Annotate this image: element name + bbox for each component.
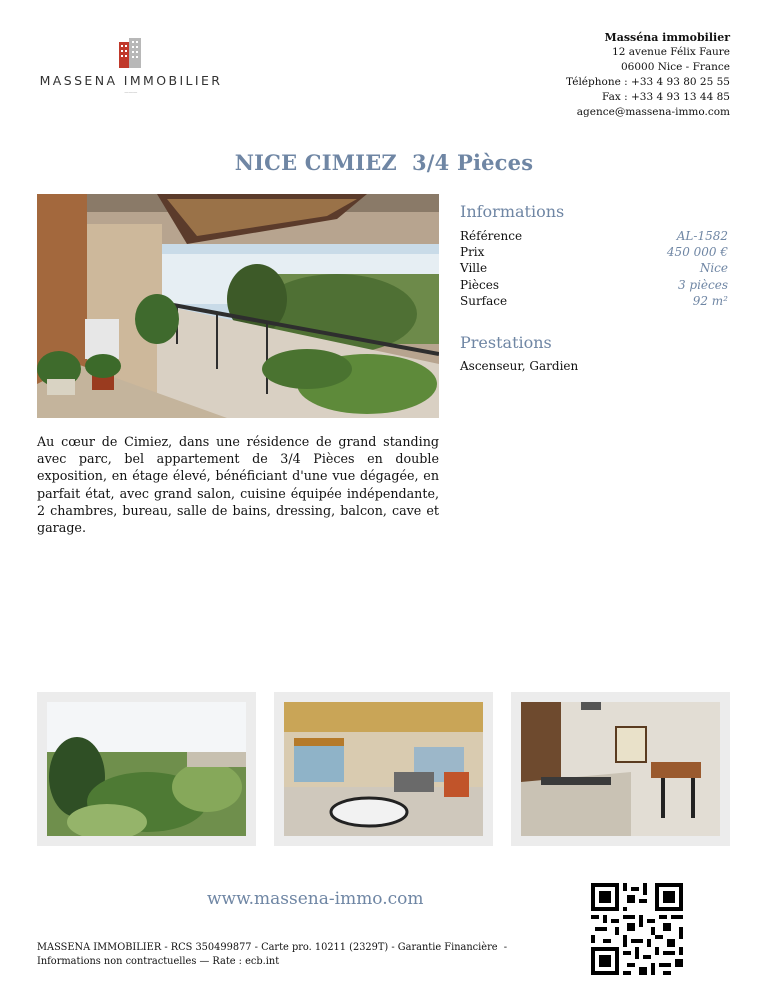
prestations-heading: Prestations bbox=[460, 333, 552, 352]
qr-code-icon bbox=[591, 883, 683, 975]
info-row-reference bbox=[460, 228, 728, 244]
agency-logo bbox=[36, 28, 226, 112]
photo-view-image bbox=[47, 702, 246, 836]
info-value: Nice bbox=[699, 261, 728, 276]
building-logo-icon bbox=[116, 36, 146, 70]
info-value: 450 000 € bbox=[666, 245, 728, 260]
agency-address-line2: 06000 Nice - France bbox=[620, 61, 730, 73]
gallery-photo-kitchen[interactable] bbox=[511, 692, 730, 846]
informations-heading: Informations bbox=[460, 202, 565, 221]
info-value: 3 pièces bbox=[677, 277, 728, 292]
agency-email[interactable]: agence@massena-immo.com bbox=[576, 106, 730, 118]
logo-wordmark: MASSENA IMMOBILIER bbox=[39, 73, 223, 88]
listing-description: Au cœur de Cimiez, dans une résidence de grand standing avec parc, bel appartement de 3/4 Pièces en double exposition, en étage élevé, bénéficiant d'une vue dégagée, en parfait état, avec grand salon, cuisine équipée indépendante, 2 chambres, bureau, salle de bains, dressing, balcon, cave et garage. bbox=[37, 434, 439, 536]
info-row-pieces bbox=[460, 277, 728, 293]
info-row-prix bbox=[460, 244, 728, 260]
agency-address-line1: 12 avenue Félix Faure bbox=[612, 46, 730, 58]
agency-phone: Téléphone : +33 4 93 80 25 55 bbox=[566, 76, 730, 88]
legal-line-2: Informations non contractuelles — Rate : ecb.int bbox=[37, 955, 280, 967]
agency-contact bbox=[470, 30, 730, 120]
main-photo-balcony bbox=[37, 194, 439, 418]
photo-kitchen-image bbox=[521, 702, 720, 836]
prestations-text: Ascenseur, Gardien bbox=[460, 359, 579, 373]
agency-fax: Fax : +33 4 93 13 44 85 bbox=[602, 91, 730, 103]
logo-divider: ――― bbox=[124, 90, 138, 95]
agency-name: Masséna immobilier bbox=[604, 31, 730, 44]
info-label: Ville bbox=[460, 261, 488, 276]
website-link[interactable]: www.massena-immo.com bbox=[207, 889, 424, 909]
legal-line-1: MASSENA IMMOBILIER - RCS 350499877 - Carte pro. 10211 (2329T) - Garantie Financière - bbox=[37, 942, 508, 953]
info-label: Prix bbox=[460, 245, 485, 260]
legal-notice bbox=[37, 941, 557, 968]
info-value: AL-1582 bbox=[676, 229, 728, 243]
listing-title: NICE CIMIEZ 3/4 Pièces bbox=[234, 150, 534, 175]
gallery-photo-view[interactable] bbox=[37, 692, 256, 846]
info-label: Surface bbox=[460, 293, 508, 308]
informations-table bbox=[460, 228, 728, 309]
info-row-ville bbox=[460, 260, 728, 276]
photo-living-room-image bbox=[284, 702, 483, 836]
info-value: 92 m² bbox=[692, 293, 728, 308]
info-label: Référence bbox=[460, 229, 523, 243]
gallery-photo-living-room[interactable] bbox=[274, 692, 493, 846]
info-row-surface bbox=[460, 293, 728, 309]
info-label: Pièces bbox=[460, 277, 499, 292]
